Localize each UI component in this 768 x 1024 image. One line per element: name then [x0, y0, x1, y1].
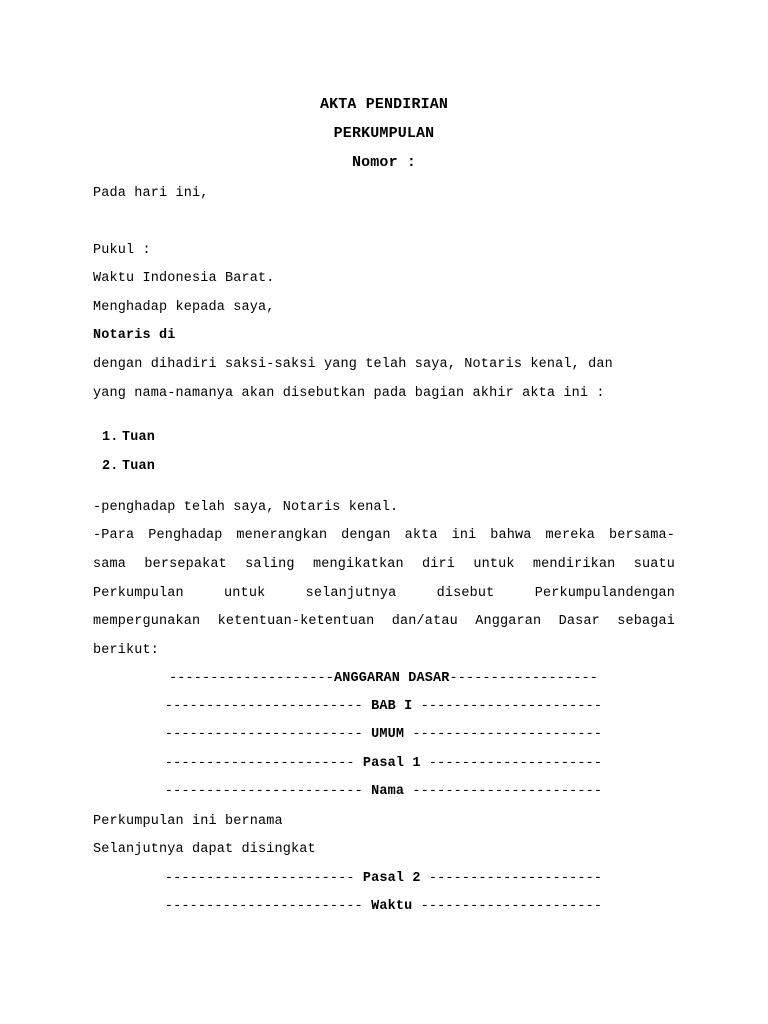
separator-heading: Waktu	[371, 899, 413, 914]
separator-dashes: ------------------------	[164, 784, 372, 799]
text-disingkat: Selanjutnya dapat disingkat	[93, 842, 316, 857]
separator-dashes: -----------------------	[164, 756, 363, 771]
separator-dashes: ------------------	[449, 671, 599, 686]
section-separator	[148, 871, 619, 887]
paragraph-line: sama bersepakat saling mengikatkan diri untuk mendirikan suatu	[93, 557, 675, 572]
separator-dashes: -----------------------	[404, 727, 603, 742]
list-label: Tuan	[122, 430, 156, 445]
separator-dashes: -----------------------	[404, 784, 603, 799]
list-label: Tuan	[122, 459, 156, 474]
section-separator	[148, 899, 619, 915]
section-separator	[148, 756, 619, 772]
text-pada-hari: Pada hari ini,	[93, 186, 209, 201]
text-nama-namanya: yang nama-namanya akan disebutkan pada bagian akhir akta ini :	[93, 386, 605, 401]
separator-heading: Pasal 2	[362, 871, 421, 886]
separator-heading: BAB I	[371, 699, 413, 714]
text-waktu: Waktu Indonesia Barat.	[93, 271, 275, 286]
paragraph-line: mempergunakan ketentuan-ketentuan dan/atau Anggaran Dasar sebagai	[93, 614, 675, 629]
separator-heading: Pasal 1	[362, 756, 421, 771]
separator-dashes: ---------------------	[420, 871, 603, 886]
text-bernama: Perkumpulan ini bernama	[93, 814, 283, 829]
separator-dashes: --------------------	[168, 671, 334, 686]
section-separator	[148, 784, 619, 800]
separator-dashes: ----------------------	[412, 699, 603, 714]
separator-heading: ANGGARAN DASAR	[333, 671, 450, 686]
separator-dashes: ---------------------	[420, 756, 603, 771]
section-separator	[148, 671, 619, 687]
text-notaris: Notaris di	[93, 328, 176, 343]
paragraph-line: -Para Penghadap menerangkan dengan akta ini bahwa mereka bersama-	[93, 528, 675, 543]
separator-heading: Nama	[371, 784, 405, 799]
separator-dashes: ------------------------	[164, 699, 372, 714]
document-title: AKTA PENDIRIAN	[319, 96, 449, 113]
section-separator	[148, 727, 619, 743]
separator-dashes: ----------------------	[412, 899, 603, 914]
text-berikut: berikut:	[93, 643, 160, 658]
text-dihadiri: dengan dihadiri saksi-saksi yang telah saya, Notaris kenal, dan	[93, 357, 613, 372]
list-number: 2.	[102, 459, 119, 474]
list-item	[69, 443, 155, 491]
separator-dashes: -----------------------	[164, 871, 363, 886]
separator-dashes: ------------------------	[164, 899, 372, 914]
text-menghadap: Menghadap kepada saya,	[93, 300, 275, 315]
section-separator	[148, 699, 619, 715]
document-number: Nomor :	[351, 154, 417, 171]
paragraph-line: Perkumpulan untuk selanjutnya disebut Perkumpulandengan	[93, 586, 675, 601]
list-number: 1.	[102, 430, 119, 445]
separator-dashes: ------------------------	[164, 727, 372, 742]
text-penghadap: -penghadap telah saya, Notaris kenal.	[93, 500, 399, 515]
document-subtitle: PERKUMPULAN	[333, 125, 435, 142]
text-pukul: Pukul :	[93, 243, 151, 258]
separator-heading: UMUM	[371, 727, 405, 742]
